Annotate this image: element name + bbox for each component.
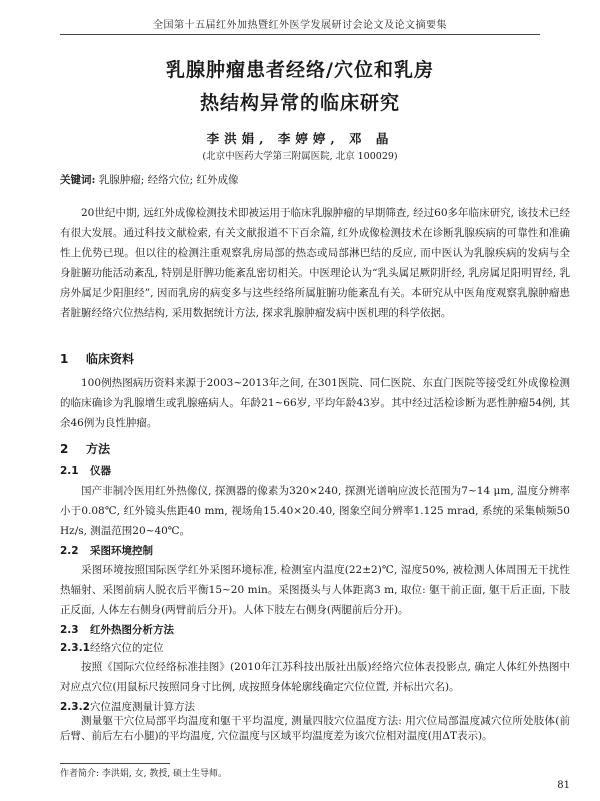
article-title-line1: 乳腺肿瘤患者经络/穴位和乳房 <box>166 59 434 81</box>
section-number: 1 <box>60 352 69 366</box>
subsection-body: 按照《国际穴位经络标准挂图》(2010年江苏科技出版社出版)经络穴位体表投影点, 确定人体红外热图中对应点穴位(用鼠标尺按照同身寸比例, 成按照身体轮廓线确定穴位位置, 并标出穴名)。 <box>60 661 570 693</box>
subsection-title: 穴位温度测量计算方法 <box>90 701 195 713</box>
subsection-title: 红外热图分析方法 <box>90 624 174 636</box>
authors: 李洪娟, 李婷婷, 邓 晶 <box>206 131 394 146</box>
subsection-number: 2.3 <box>60 624 79 636</box>
subsection-title: 仪器 <box>90 465 111 477</box>
running-header: 全国第十五届红外加热暨红外医学发展研讨会论文及论文摘要集 <box>60 16 540 35</box>
subsection-heading <box>60 543 153 558</box>
subsection-body: 测量躯干穴位局部平均温度和躯干平均温度, 测量四肢穴位温度方法: 用穴位局部温度减穴位所处肢体(前后臂、前后左右小腿)的平均温度, 穴位温度与区域平均温度差为该穴位相对温度(用ΔT表示)。 <box>60 715 570 742</box>
subsection-number: 2.1 <box>60 465 79 477</box>
footnote-rule <box>60 763 170 764</box>
affiliation: (北京中医药大学第三附属医院, 北京 100029) <box>202 151 398 162</box>
section-title: 方法 <box>86 442 111 456</box>
section-heading <box>60 350 134 367</box>
subsection-body: 采图环境按照国际医学红外采图环境标准, 检测室内温度(22±2)℃, 湿度50%, 被检测人体周围无干扰性热辐射、采图前病人脱衣后平衡15~20 min。采图摄头与人体距离3 m, 取位: 躯干前正面, 躯干后正面, 下肢正反面, 人体左右侧身(两臂前后分开)。人体下肢左右侧身(两腿前后分开)。 <box>60 564 570 616</box>
subsection-number: 2.2 <box>60 545 79 557</box>
keywords: 乳腺肿瘤; 经络穴位; 红外成像 <box>98 174 239 186</box>
subsection-title: 采图环境控制 <box>90 545 153 557</box>
subsection-heading <box>60 640 164 655</box>
article-title-line2: 热结构异常的临床研究 <box>199 92 400 114</box>
subsection-heading <box>60 463 111 478</box>
section-body: 100例热图病历资料来源于2003~2013年之间, 在301医院、同仁医院、东直门医院等接受红外成像检测的临床确诊为乳腺增生或乳腺癌病人。年龄21~66岁, 平均年龄43岁。其中经过活检诊断为恶性肿瘤54例, 其余46例为良性肿瘤。 <box>60 377 570 429</box>
page-number: 81 <box>557 780 570 791</box>
subsection-title: 经络穴位的定位 <box>90 642 164 654</box>
section-number: 2 <box>60 442 69 456</box>
subsection-body: 国产非制冷医用红外热像仪, 探测器的像素为320×240, 探测光谱响应波长范围为7~14 μm, 温度分辨率小于0.08℃, 红外镜头焦距40 mm, 视场角15.40×20.40, 图象空间分辨率1.125 mrad, 系统的采集帧频50 Hz/s, 测温范围20~40℃。 <box>60 485 570 537</box>
subsection-heading <box>60 699 195 714</box>
subsection-number: 2.3.2 <box>60 701 90 713</box>
subsection-number: 2.3.1 <box>60 642 90 654</box>
subsection-heading <box>60 622 174 637</box>
intro-paragraph: 20世纪中期, 远红外成像检测技术即被运用于临床乳腺肿瘤的早期筛查, 经过60多年临床研究, 该技术已经有很大发展。通过科技文献检索, 有关文献报道不下百余篇, 红外成像检测技术在诊断乳腺疾病的可靠性和准确性上优势已现。但以往的检测注重观察乳房局部的热态或局部淋巴结的反应, 而中医认为乳腺疾病的发病与全身脏腑功能活动紊乱, 特别是肝脾功能紊乱密切相关。中医理论认为“乳头属足厥阴肝经, 乳房属足阳明胃经, 乳房外属足少阳胆经”, 因而乳房的病变多与这些经络所属脏腑功能紊乱有关。本研究从中医角度观察乳腺肿瘤患者脏腑经络穴位热结构, 采用数据统计方法, 探求乳腺肿瘤发病中医机理的科学依据。 <box>60 207 570 319</box>
keywords-line <box>60 172 560 187</box>
footnote: 作者简介: 李洪娟, 女, 教授, 硕士生导师。 <box>60 769 228 779</box>
section-heading <box>60 440 110 457</box>
keywords-label: 关键词: <box>60 174 96 186</box>
section-title: 临床资料 <box>86 352 135 366</box>
